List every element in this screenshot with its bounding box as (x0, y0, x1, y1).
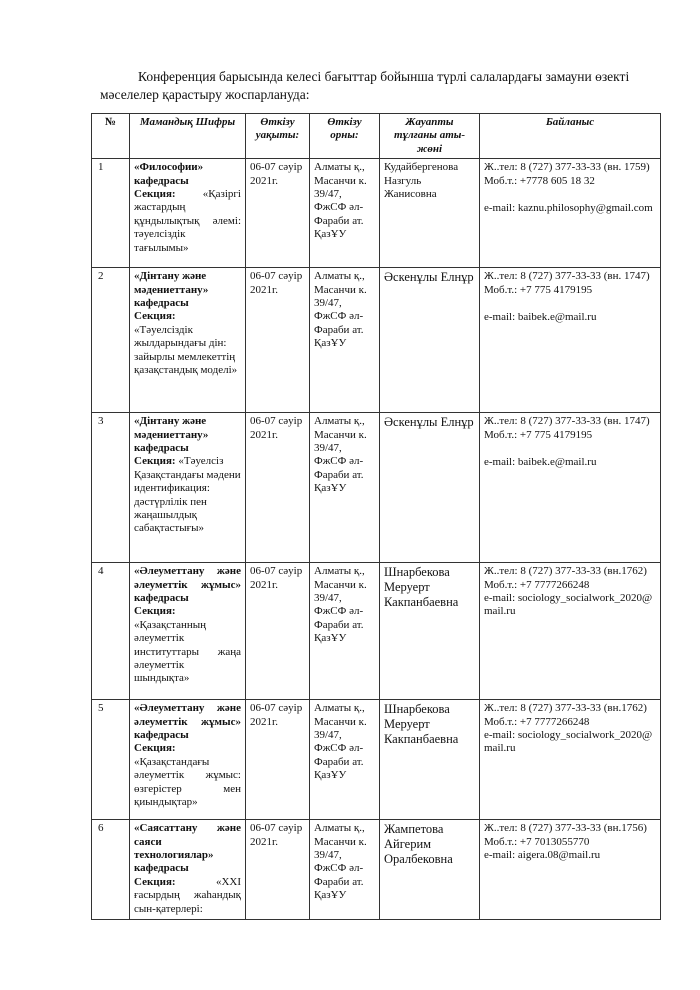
contact-email[interactable]: e-mail: baibek.e@mail.ru (484, 456, 597, 469)
section-label: Секция: (134, 188, 176, 201)
row-contact (480, 159, 661, 268)
table-row (92, 268, 661, 413)
row-responsible: Шнарбекова Меруерт Какпанбаевна (380, 700, 480, 820)
contact-email[interactable]: e-mail: baibek.e@mail.ru (484, 311, 597, 324)
contact-mobile: Моб.т.: +7 7777266248 (484, 715, 590, 728)
row-time: 06-07 сәуір 2021г. (246, 268, 310, 413)
row-responsible: Жампетова Айгерим Оралбековна (380, 820, 480, 920)
row-place: Алматы қ., Масанчи к. 39/47, ФжСФ әл-Фараби ат. ҚазҰУ (310, 563, 380, 700)
conference-table (91, 113, 661, 920)
contact-phone: Ж..тел: 8 (727) 377-33-33 (вн. 1759) (484, 161, 650, 174)
table-row (92, 563, 661, 700)
intro-paragraph: Конференция барысында келесі бағыттар бойынша түрлі салалардағы замауни өзекті мәселелер қарастыру жоспарлануда: (100, 69, 630, 102)
row-responsible: Шнарбекова Меруерт Какпанбаевна (380, 563, 480, 700)
row-place: Алматы қ., Масанчи к. 39/47, ФжСФ әл-Фараби ат. ҚазҰУ (310, 159, 380, 268)
section-title: «Тәуелсіз Қазақстандағы мәдени идентификация: дәстүрлілік пен жаңашылдық сабақтастығы» (134, 455, 241, 535)
row-time: 06-07 сәуір 2021г. (246, 563, 310, 700)
row-num: 4 (92, 563, 130, 700)
section-label: Секция: (134, 742, 176, 755)
table-row (92, 820, 661, 920)
section-label: Секция: (134, 605, 176, 618)
row-num: 3 (92, 413, 130, 563)
table-header-row (92, 114, 661, 159)
table-row (92, 700, 661, 820)
contact-mobile: Моб.т.: +7 7013055770 (484, 835, 590, 848)
row-specialty (130, 413, 246, 563)
row-specialty (130, 820, 246, 920)
row-num: 2 (92, 268, 130, 413)
row-num: 5 (92, 700, 130, 820)
contact-mobile: Моб.т.: +7 7777266248 (484, 578, 590, 591)
contact-mobile: Моб.т.: +7 775 4179195 (484, 428, 593, 441)
row-responsible: Әскенұлы Елнұр (380, 268, 480, 413)
row-contact (480, 268, 661, 413)
row-place: Алматы қ., Масанчи к. 39/47, ФжСФ әл-Фараби ат. ҚазҰУ (310, 820, 380, 920)
row-contact (480, 700, 661, 820)
row-specialty (130, 563, 246, 700)
header-place: Өткізу орны: (310, 114, 380, 159)
contact-phone: Ж..тел: 8 (727) 377-33-33 (вн. 1747) (484, 415, 650, 428)
row-time: 06-07 сәуір 2021г. (246, 820, 310, 920)
section-title: «Қазақстандағы әлеуметтік жұмыс: өзгерістер мен қиындықтар» (134, 755, 241, 809)
contact-mobile: Моб.т.: +7778 605 18 32 (484, 174, 595, 187)
contact-email[interactable]: e-mail: sociology_socialwork_2020@mail.ru (484, 729, 653, 755)
contact-email[interactable]: e-mail: kaznu.philosophy@gmail.com (484, 202, 653, 215)
dept-name: «Философии» кафедрасы (134, 161, 204, 187)
row-contact (480, 413, 661, 563)
header-spec: Мамандық Шифры (130, 114, 246, 159)
section-title: «Қазіргі жастардың құндылықтық әлемі: тәуелсіздік тағылымы» (134, 188, 241, 254)
contact-email[interactable]: e-mail: sociology_socialwork_2020@mail.ru (484, 592, 653, 618)
contact-phone: Ж..тел: 8 (727) 377-33-33 (вн.1762) (484, 702, 647, 715)
row-place: Алматы қ., Масанчи к. 39/47, ФжСФ әл-Фараби ат. ҚазҰУ (310, 413, 380, 563)
section-label: Секция: (134, 455, 176, 468)
section-label: Секция: (134, 310, 176, 323)
section-title: «Тәуелсіздік жылдарындағы дін: зайырлы мемлекеттің қазақстандық моделі» (134, 323, 238, 377)
contact-phone: Ж..тел: 8 (727) 377-33-33 (вн.1762) (484, 565, 647, 578)
header-time: Өткізу уақыты: (246, 114, 310, 159)
header-responsible: Жауапты тұлғаны аты-жөні (380, 114, 480, 159)
row-time: 06-07 сәуір 2021г. (246, 413, 310, 563)
header-contact: Байланыс (480, 114, 661, 159)
row-specialty (130, 268, 246, 413)
dept-name: «Әлеуметтану және әлеуметтік жұмыс» кафедрасы (134, 702, 241, 742)
dept-name: «Саясаттану және саяси технологиялар» кафедрасы (134, 822, 241, 875)
row-contact (480, 820, 661, 920)
section-title: «XXI ғасырдың жаһандық сын-қатерлері: (134, 875, 241, 915)
row-specialty (130, 159, 246, 268)
table-row (92, 159, 661, 268)
contact-phone: Ж..тел: 8 (727) 377-33-33 (вн. 1747) (484, 270, 650, 283)
dept-name: «Дінтану және мәдениеттану» кафедрасы (134, 270, 209, 310)
contact-email[interactable]: e-mail: aigera.08@mail.ru (484, 849, 601, 862)
contact-mobile: Моб.т.: +7 775 4179195 (484, 283, 593, 296)
dept-name: «Дінтану және мәдениеттану» кафедрасы (134, 415, 209, 455)
row-place: Алматы қ., Масанчи к. 39/47, ФжСФ әл-Фараби ат. ҚазҰУ (310, 700, 380, 820)
row-specialty (130, 700, 246, 820)
row-time: 06-07 сәуір 2021г. (246, 159, 310, 268)
row-responsible: Әскенұлы Елнұр (380, 413, 480, 563)
row-num: 6 (92, 820, 130, 920)
header-num: № (92, 114, 130, 159)
contact-phone: Ж..тел: 8 (727) 377-33-33 (вн.1756) (484, 822, 647, 835)
section-title: «Қазақстанның әлеуметтік институттары жаңа әлеуметтік шындықта» (134, 618, 241, 685)
row-time: 06-07 сәуір 2021г. (246, 700, 310, 820)
dept-name: «Әлеуметтану және әлеуметтік жұмыс» кафедрасы (134, 565, 241, 605)
table-row (92, 413, 661, 563)
row-place: Алматы қ., Масанчи к. 39/47, ФжСФ әл-Фараби ат. ҚазҰУ (310, 268, 380, 413)
section-label: Секция: (134, 875, 176, 888)
row-num: 1 (92, 159, 130, 268)
row-responsible: Кудайбергенова Назгуль Жанисовна (380, 159, 480, 268)
row-contact (480, 563, 661, 700)
